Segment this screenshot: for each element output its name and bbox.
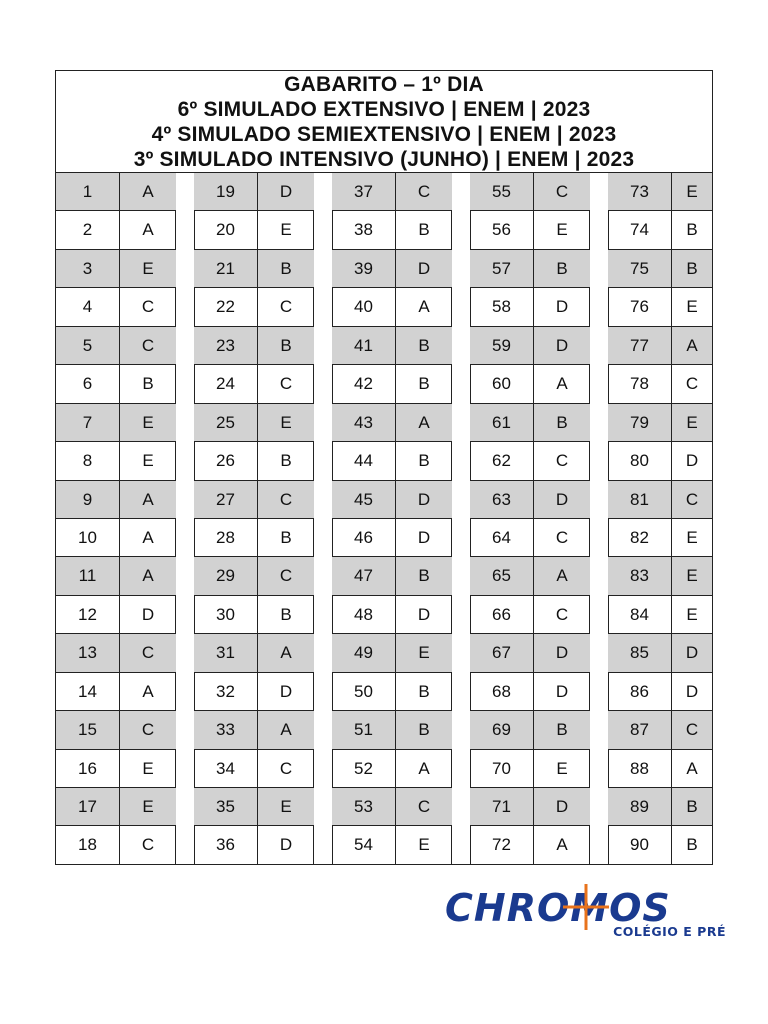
- table-row: [56, 750, 176, 788]
- question-number: 52: [332, 750, 396, 787]
- answer-letter: C: [396, 788, 452, 825]
- question-number: 2: [56, 211, 120, 248]
- question-number: 44: [332, 442, 396, 479]
- answer-letter: E: [556, 220, 568, 240]
- table-row: [470, 327, 590, 365]
- question-number: 20: [194, 211, 258, 248]
- table-row: [608, 327, 712, 365]
- answer-letter: B: [396, 557, 452, 594]
- answer-letter: E: [672, 557, 712, 594]
- table-row: [56, 596, 176, 634]
- question-number: 84: [608, 596, 672, 633]
- question-number: 69: [470, 711, 534, 748]
- answer-letter: C: [672, 481, 712, 518]
- table-row: [194, 250, 314, 288]
- table-row: [194, 211, 314, 249]
- question-number: 8: [56, 442, 120, 479]
- answer-letter: A: [672, 327, 712, 364]
- table-row: [194, 481, 314, 519]
- table-row: [56, 288, 176, 326]
- question-number: 80: [608, 442, 672, 479]
- question-number: 22: [194, 288, 258, 325]
- table-row: [470, 404, 590, 442]
- answer-key-sheet: [55, 70, 713, 865]
- table-row: [470, 750, 590, 788]
- table-row: [470, 250, 590, 288]
- question-number: 27: [194, 481, 258, 518]
- answer-letter: D: [534, 327, 590, 364]
- answer-letter: E: [280, 220, 292, 240]
- logo-subtitle: COLÉGIO E PRÉ: [613, 924, 726, 939]
- answer-letter: A: [396, 404, 452, 441]
- question-number: 66: [470, 596, 534, 633]
- question-number: 62: [470, 442, 534, 479]
- question-number: 3: [56, 250, 120, 287]
- answer-letter: C: [396, 173, 452, 210]
- answer-letter: B: [672, 788, 712, 825]
- question-number: 82: [608, 519, 672, 556]
- question-number: 10: [56, 519, 120, 556]
- table-row: [194, 826, 314, 864]
- question-number: 4: [56, 288, 120, 325]
- table-row: [56, 365, 176, 403]
- table-row: [470, 711, 590, 749]
- question-number: 79: [608, 404, 672, 441]
- question-number: 41: [332, 327, 396, 364]
- question-number: 9: [56, 481, 120, 518]
- answer-letter: C: [258, 481, 314, 518]
- question-number: 64: [470, 519, 534, 556]
- table-row: [470, 442, 590, 480]
- answer-letter: D: [534, 634, 590, 671]
- table-row: [470, 365, 590, 403]
- answer-letter: D: [279, 681, 293, 701]
- table-row: [56, 211, 176, 249]
- table-row: [608, 365, 712, 403]
- table-row: [608, 519, 712, 557]
- table-row: [56, 826, 176, 864]
- question-number: 39: [332, 250, 396, 287]
- table-row: [470, 826, 590, 864]
- question-number: 28: [194, 519, 258, 556]
- question-number: 55: [470, 173, 534, 210]
- table-row: [332, 557, 452, 595]
- answer-letter: A: [686, 758, 698, 778]
- table-row: [56, 711, 176, 749]
- answer-letter: C: [258, 557, 314, 594]
- table-row: [332, 442, 452, 480]
- answer-letter: A: [534, 557, 590, 594]
- question-number: 70: [470, 750, 534, 787]
- answer-letter: A: [258, 711, 314, 748]
- table-row: [194, 288, 314, 326]
- answer-letter: B: [418, 374, 430, 394]
- table-row: [608, 404, 712, 442]
- table-row: [608, 481, 712, 519]
- answer-letter: E: [120, 404, 176, 441]
- question-number: 14: [56, 673, 120, 710]
- table-row: [56, 250, 176, 288]
- table-row: [332, 634, 452, 672]
- question-number: 33: [194, 711, 258, 748]
- answer-letter: E: [556, 758, 568, 778]
- question-number: 61: [470, 404, 534, 441]
- answer-letter: A: [258, 634, 314, 671]
- table-row: [56, 404, 176, 442]
- answer-letter: C: [279, 758, 293, 778]
- table-row: [194, 519, 314, 557]
- table-row: [194, 173, 314, 211]
- answer-letter: D: [534, 788, 590, 825]
- table-row: [332, 404, 452, 442]
- answer-letter: C: [120, 634, 176, 671]
- question-number: 31: [194, 634, 258, 671]
- table-row: [56, 173, 176, 211]
- answer-letter: D: [417, 604, 431, 624]
- answer-letter: E: [686, 297, 698, 317]
- answer-letter: B: [280, 604, 292, 624]
- answer-letter: A: [142, 220, 154, 240]
- question-number: 18: [56, 826, 120, 863]
- answer-letter: C: [534, 173, 590, 210]
- table-row: [56, 673, 176, 711]
- question-number: 46: [332, 519, 396, 556]
- answer-letter: B: [280, 451, 292, 471]
- table-row: [56, 442, 176, 480]
- question-number: 83: [608, 557, 672, 594]
- answer-letter: A: [142, 681, 154, 701]
- table-row: [608, 673, 712, 711]
- question-number: 71: [470, 788, 534, 825]
- table-row: [332, 481, 452, 519]
- table-row: [332, 173, 452, 211]
- question-number: 37: [332, 173, 396, 210]
- answer-letter: A: [556, 835, 568, 855]
- answer-letter: B: [534, 711, 590, 748]
- table-row: [332, 711, 452, 749]
- answer-letter: B: [396, 327, 452, 364]
- table-row: [332, 788, 452, 826]
- answer-letter: D: [685, 681, 699, 701]
- question-number: 87: [608, 711, 672, 748]
- question-number: 21: [194, 250, 258, 287]
- answer-letter: E: [396, 634, 452, 671]
- answer-letter: E: [672, 404, 712, 441]
- question-number: 49: [332, 634, 396, 671]
- answer-letter: B: [258, 327, 314, 364]
- answer-letter: C: [279, 297, 293, 317]
- question-number: 5: [56, 327, 120, 364]
- table-row: [194, 596, 314, 634]
- question-number: 59: [470, 327, 534, 364]
- answer-letter: A: [120, 557, 176, 594]
- question-number: 77: [608, 327, 672, 364]
- question-number: 24: [194, 365, 258, 402]
- table-row: [608, 557, 712, 595]
- table-row: [56, 481, 176, 519]
- header-line-intensivo: 3º SIMULADO INTENSIVO (JUNHO) | ENEM | 2023: [133, 148, 635, 171]
- table-row: [470, 481, 590, 519]
- answer-letter: B: [280, 527, 292, 547]
- question-number: 26: [194, 442, 258, 479]
- table-row: [470, 211, 590, 249]
- table-row: [194, 327, 314, 365]
- answer-letter: D: [141, 604, 155, 624]
- table-row: [56, 788, 176, 826]
- table-row: [332, 250, 452, 288]
- table-row: [56, 634, 176, 672]
- table-row: [608, 596, 712, 634]
- question-number: 29: [194, 557, 258, 594]
- answer-letter: B: [396, 711, 452, 748]
- answer-letter: A: [556, 374, 568, 394]
- table-row: [608, 634, 712, 672]
- table-row: [608, 750, 712, 788]
- answer-letter: C: [141, 297, 155, 317]
- question-number: 90: [608, 826, 672, 863]
- answer-letter: B: [418, 681, 430, 701]
- question-number: 54: [332, 826, 396, 863]
- answer-letter: C: [555, 451, 569, 471]
- answer-grid: [56, 172, 712, 865]
- question-number: 50: [332, 673, 396, 710]
- question-number: 48: [332, 596, 396, 633]
- question-number: 42: [332, 365, 396, 402]
- logo-wordmark: CHROMOS: [445, 886, 671, 930]
- answer-key-header: [56, 71, 712, 171]
- answer-letter: B: [534, 404, 590, 441]
- question-number: 7: [56, 404, 120, 441]
- answer-letter: C: [555, 527, 569, 547]
- answer-letter: B: [142, 374, 154, 394]
- question-number: 30: [194, 596, 258, 633]
- answer-letter: C: [141, 835, 155, 855]
- answer-letter: D: [555, 681, 569, 701]
- answer-letter: E: [142, 451, 154, 471]
- table-row: [194, 711, 314, 749]
- table-row: [470, 788, 590, 826]
- chromos-logo: [445, 886, 730, 946]
- table-row: [194, 442, 314, 480]
- question-number: 63: [470, 481, 534, 518]
- table-row: [56, 327, 176, 365]
- answer-letter: C: [685, 374, 699, 394]
- answer-letter: E: [120, 788, 176, 825]
- table-row: [470, 673, 590, 711]
- table-row: [470, 557, 590, 595]
- answer-letter: B: [258, 250, 314, 287]
- table-row: [56, 519, 176, 557]
- answer-letter: D: [279, 835, 293, 855]
- table-row: [608, 442, 712, 480]
- header-line-semiextensivo: 4º SIMULADO SEMIEXTENSIVO | ENEM | 2023: [151, 123, 617, 146]
- answer-letter: A: [418, 297, 430, 317]
- question-number: 17: [56, 788, 120, 825]
- header-title: GABARITO – 1º DIA: [284, 73, 484, 96]
- table-row: [332, 826, 452, 864]
- question-number: 86: [608, 673, 672, 710]
- table-row: [194, 673, 314, 711]
- table-row: [332, 327, 452, 365]
- question-number: 76: [608, 288, 672, 325]
- question-number: 1: [56, 173, 120, 210]
- answer-letter: C: [120, 327, 176, 364]
- answer-letter: E: [686, 527, 698, 547]
- question-number: 60: [470, 365, 534, 402]
- question-number: 13: [56, 634, 120, 671]
- table-row: [608, 250, 712, 288]
- table-row: [56, 557, 176, 595]
- question-number: 19: [194, 173, 258, 210]
- question-number: 78: [608, 365, 672, 402]
- table-row: [470, 173, 590, 211]
- table-row: [470, 634, 590, 672]
- table-row: [332, 596, 452, 634]
- answer-letter: C: [555, 604, 569, 624]
- question-number: 6: [56, 365, 120, 402]
- answer-letter: A: [120, 481, 176, 518]
- answer-letter: D: [396, 250, 452, 287]
- question-number: 81: [608, 481, 672, 518]
- question-number: 36: [194, 826, 258, 863]
- table-row: [194, 365, 314, 403]
- question-number: 89: [608, 788, 672, 825]
- question-number: 43: [332, 404, 396, 441]
- table-row: [332, 673, 452, 711]
- question-number: 68: [470, 673, 534, 710]
- table-row: [332, 519, 452, 557]
- answer-letter: E: [672, 173, 712, 210]
- answer-letter: C: [672, 711, 712, 748]
- question-number: 57: [470, 250, 534, 287]
- answer-letter: D: [685, 451, 699, 471]
- question-number: 38: [332, 211, 396, 248]
- table-row: [332, 211, 452, 249]
- question-number: 85: [608, 634, 672, 671]
- question-number: 12: [56, 596, 120, 633]
- question-number: 35: [194, 788, 258, 825]
- table-row: [332, 288, 452, 326]
- question-number: 40: [332, 288, 396, 325]
- answer-letter: D: [258, 173, 314, 210]
- answer-letter: B: [418, 220, 430, 240]
- table-row: [470, 596, 590, 634]
- question-number: 16: [56, 750, 120, 787]
- question-number: 34: [194, 750, 258, 787]
- answer-letter: E: [418, 835, 430, 855]
- answer-letter: E: [686, 604, 698, 624]
- question-number: 67: [470, 634, 534, 671]
- table-row: [194, 750, 314, 788]
- answer-letter: A: [418, 758, 430, 778]
- question-number: 45: [332, 481, 396, 518]
- answer-letter: D: [534, 481, 590, 518]
- table-row: [470, 519, 590, 557]
- answer-letter: B: [672, 250, 712, 287]
- table-row: [194, 404, 314, 442]
- question-number: 65: [470, 557, 534, 594]
- answer-letter: A: [142, 527, 154, 547]
- answer-letter: E: [120, 250, 176, 287]
- answer-letter: C: [279, 374, 293, 394]
- answer-letter: D: [417, 527, 431, 547]
- answer-letter: D: [555, 297, 569, 317]
- table-row: [608, 826, 712, 864]
- question-number: 56: [470, 211, 534, 248]
- answer-letter: B: [418, 451, 430, 471]
- question-number: 32: [194, 673, 258, 710]
- question-number: 51: [332, 711, 396, 748]
- table-row: [608, 211, 712, 249]
- table-row: [194, 557, 314, 595]
- answer-letter: A: [120, 173, 176, 210]
- table-row: [194, 634, 314, 672]
- table-row: [608, 711, 712, 749]
- question-number: 74: [608, 211, 672, 248]
- table-row: [608, 288, 712, 326]
- header-line-extensivo: 6º SIMULADO EXTENSIVO | ENEM | 2023: [177, 98, 591, 121]
- answer-letter: C: [120, 711, 176, 748]
- answer-letter: B: [686, 220, 698, 240]
- table-row: [194, 788, 314, 826]
- answer-letter: B: [686, 835, 698, 855]
- question-number: 72: [470, 826, 534, 863]
- question-number: 25: [194, 404, 258, 441]
- question-number: 73: [608, 173, 672, 210]
- question-number: 75: [608, 250, 672, 287]
- table-row: [608, 788, 712, 826]
- answer-letter: E: [258, 788, 314, 825]
- table-row: [332, 365, 452, 403]
- question-number: 11: [56, 557, 120, 594]
- answer-letter: D: [396, 481, 452, 518]
- table-row: [470, 288, 590, 326]
- question-number: 53: [332, 788, 396, 825]
- answer-letter: E: [258, 404, 314, 441]
- question-number: 88: [608, 750, 672, 787]
- crosshair-icon: [563, 884, 609, 930]
- table-row: [332, 750, 452, 788]
- table-row: [608, 173, 712, 211]
- answer-letter: E: [142, 758, 154, 778]
- answer-letter: B: [534, 250, 590, 287]
- question-number: 47: [332, 557, 396, 594]
- answer-letter: D: [672, 634, 712, 671]
- question-number: 15: [56, 711, 120, 748]
- question-number: 58: [470, 288, 534, 325]
- question-number: 23: [194, 327, 258, 364]
